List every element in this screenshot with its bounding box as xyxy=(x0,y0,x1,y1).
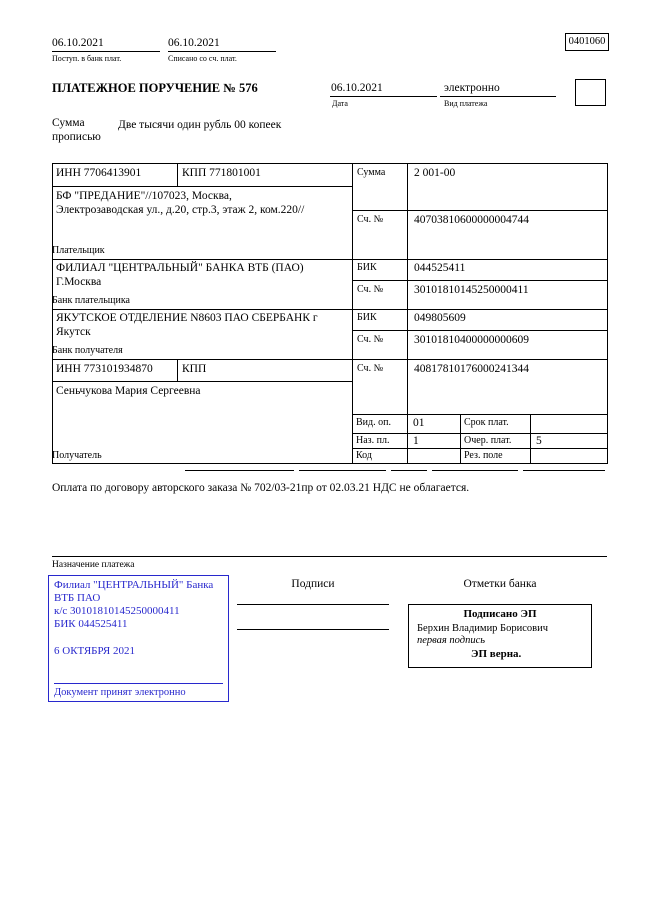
empty-field-underline xyxy=(391,470,427,471)
payer-kpp: КПП 771801001 xyxy=(182,167,261,179)
payer-inn: ИНН 7706413901 xyxy=(56,167,142,179)
grid-line xyxy=(352,433,607,434)
grid-line xyxy=(52,381,352,382)
payment-kind-value: электронно xyxy=(444,82,500,94)
payee-account-label: Сч. № xyxy=(357,363,384,374)
payment-kind-label: Вид платежа xyxy=(444,99,488,108)
payee-bank-section-label: Банк получателя xyxy=(52,345,123,356)
doc-date-underline xyxy=(330,96,437,97)
sum-label: Сумма xyxy=(357,167,386,178)
payee-kpp-label: КПП xyxy=(182,363,207,375)
doc-date-label: Дата xyxy=(332,99,348,108)
grid-line xyxy=(530,414,531,463)
purpose-text: Оплата по договору авторского заказа № 702/03-21пр от 02.03.21 НДС не облагается. xyxy=(52,482,470,494)
payment-kind-underline xyxy=(440,96,556,97)
amount-value: 2 001-00 xyxy=(414,167,456,179)
grid-line xyxy=(52,463,607,464)
grid-line xyxy=(52,163,53,464)
code-label: Код xyxy=(356,450,372,461)
stamp-date: 6 ОКТЯБРЯ 2021 xyxy=(54,645,135,657)
stamp-bik: БИК 044525411 xyxy=(54,618,128,630)
grid-line xyxy=(352,210,607,211)
signatures-label: Подписи xyxy=(291,578,335,590)
purpose-code-label: Наз. пл. xyxy=(356,435,390,446)
payee-name: Сеньчукова Мария Сергеевна xyxy=(56,385,201,397)
payee-account: 40817810176000241344 xyxy=(414,363,529,375)
payee-inn: ИНН 773101934870 xyxy=(56,363,153,375)
grid-line xyxy=(352,330,607,331)
debited-date-label: Списано со сч. плат. xyxy=(168,54,237,63)
grid-line xyxy=(177,163,178,186)
payee-bank-account-label: Сч. № xyxy=(357,334,384,345)
payer-bank-account: 30101810145250000411 xyxy=(414,284,529,296)
payer-bank-bik: 044525411 xyxy=(414,262,466,274)
signed-title: Подписано ЭП xyxy=(463,608,537,620)
grid-line xyxy=(352,414,607,415)
received-date: 06.10.2021 xyxy=(52,37,104,49)
payer-section-label: Плательщик xyxy=(52,245,105,256)
payer-bank-account-label: Сч. № xyxy=(357,284,384,295)
debited-date-underline xyxy=(168,51,276,52)
signature-verdict: ЭП верна. xyxy=(471,648,522,660)
grid-line xyxy=(52,359,607,360)
payer-bank-city: Г.Москва xyxy=(56,276,102,288)
grid-line xyxy=(352,163,353,463)
signature-line xyxy=(237,629,389,630)
priority-label: Очер. плат. xyxy=(464,435,512,446)
empty-field-underline xyxy=(299,470,386,471)
stamp-bank-name-line1: Филиал "ЦЕНТРАЛЬНЫЙ" Банка xyxy=(54,579,214,591)
payment-kind-code-box xyxy=(575,79,606,106)
grid-line xyxy=(177,359,178,381)
grid-line xyxy=(52,309,607,310)
grid-line xyxy=(407,163,408,463)
electronic-signature-box xyxy=(408,604,592,668)
payer-bank-name: ФИЛИАЛ "ЦЕНТРАЛЬНЫЙ" БАНКА ВТБ (ПАО) xyxy=(56,262,304,274)
op-kind-value: 01 xyxy=(413,417,425,429)
payer-bank-section-label: Банк плательщика xyxy=(52,295,130,306)
stamp-footer: Документ принят электронно xyxy=(54,683,223,699)
bank-marks-label: Отметки банка xyxy=(463,578,537,590)
form-code-box: 0401060 xyxy=(565,33,609,51)
empty-field-underline xyxy=(432,470,518,471)
doc-date: 06.10.2021 xyxy=(331,82,383,94)
payee-section-label: Получатель xyxy=(52,450,102,461)
op-kind-label: Вид. оп. xyxy=(356,417,391,428)
payee-bank-name: ЯКУТСКОЕ ОТДЕЛЕНИЕ N8603 ПАО СБЕРБАНК г Якутск xyxy=(56,312,318,338)
grid-line xyxy=(352,448,607,449)
empty-field-underline xyxy=(185,470,294,471)
payee-bank-bik: 049805609 xyxy=(414,312,466,324)
bank-acceptance-stamp xyxy=(48,575,229,702)
signature-kind: первая подпись xyxy=(417,635,486,646)
stamp-corr-account: к/с 30101810145250000411 xyxy=(54,605,180,617)
amount-words-label: Сумма прописью xyxy=(52,117,101,143)
grid-line xyxy=(607,163,608,464)
doc-title: ПЛАТЕЖНОЕ ПОРУЧЕНИЕ № 576 xyxy=(52,81,258,95)
payer-name: БФ "ПРЕДАНИЕ"//107023, Москва, Электрозаводская ул., д.20, стр.3, этаж 2, ком.220// xyxy=(56,190,305,216)
payer-account-label: Сч. № xyxy=(357,214,384,225)
debited-date: 06.10.2021 xyxy=(168,37,220,49)
payer-bank-bik-label: БИК xyxy=(357,262,377,273)
grid-line xyxy=(460,414,461,463)
amount-words-value: Две тысячи один рубль 00 копеек xyxy=(118,119,282,131)
received-date-label: Поступ. в банк плат. xyxy=(52,54,122,63)
grid-line xyxy=(52,259,607,260)
signer-name: Берхин Владимир Борисович xyxy=(417,623,548,634)
purpose-code-value: 1 xyxy=(413,435,419,447)
stamp-bank-name-line2: ВТБ ПАО xyxy=(54,592,101,604)
payee-bank-account: 30101810400000000609 xyxy=(414,334,529,346)
payer-account: 40703810600000004744 xyxy=(414,214,529,226)
reserve-field-label: Рез. поле xyxy=(464,450,503,461)
grid-line xyxy=(52,186,352,187)
due-date-label: Срок плат. xyxy=(464,417,509,428)
priority-value: 5 xyxy=(536,435,542,447)
payee-bank-bik-label: БИК xyxy=(357,312,377,323)
grid-line xyxy=(352,280,607,281)
purpose-underline xyxy=(52,556,607,557)
purpose-section-label: Назначение платежа xyxy=(52,560,135,570)
grid-line xyxy=(52,163,607,164)
empty-field-underline xyxy=(523,470,605,471)
received-date-underline xyxy=(52,51,160,52)
signature-line xyxy=(237,604,389,605)
